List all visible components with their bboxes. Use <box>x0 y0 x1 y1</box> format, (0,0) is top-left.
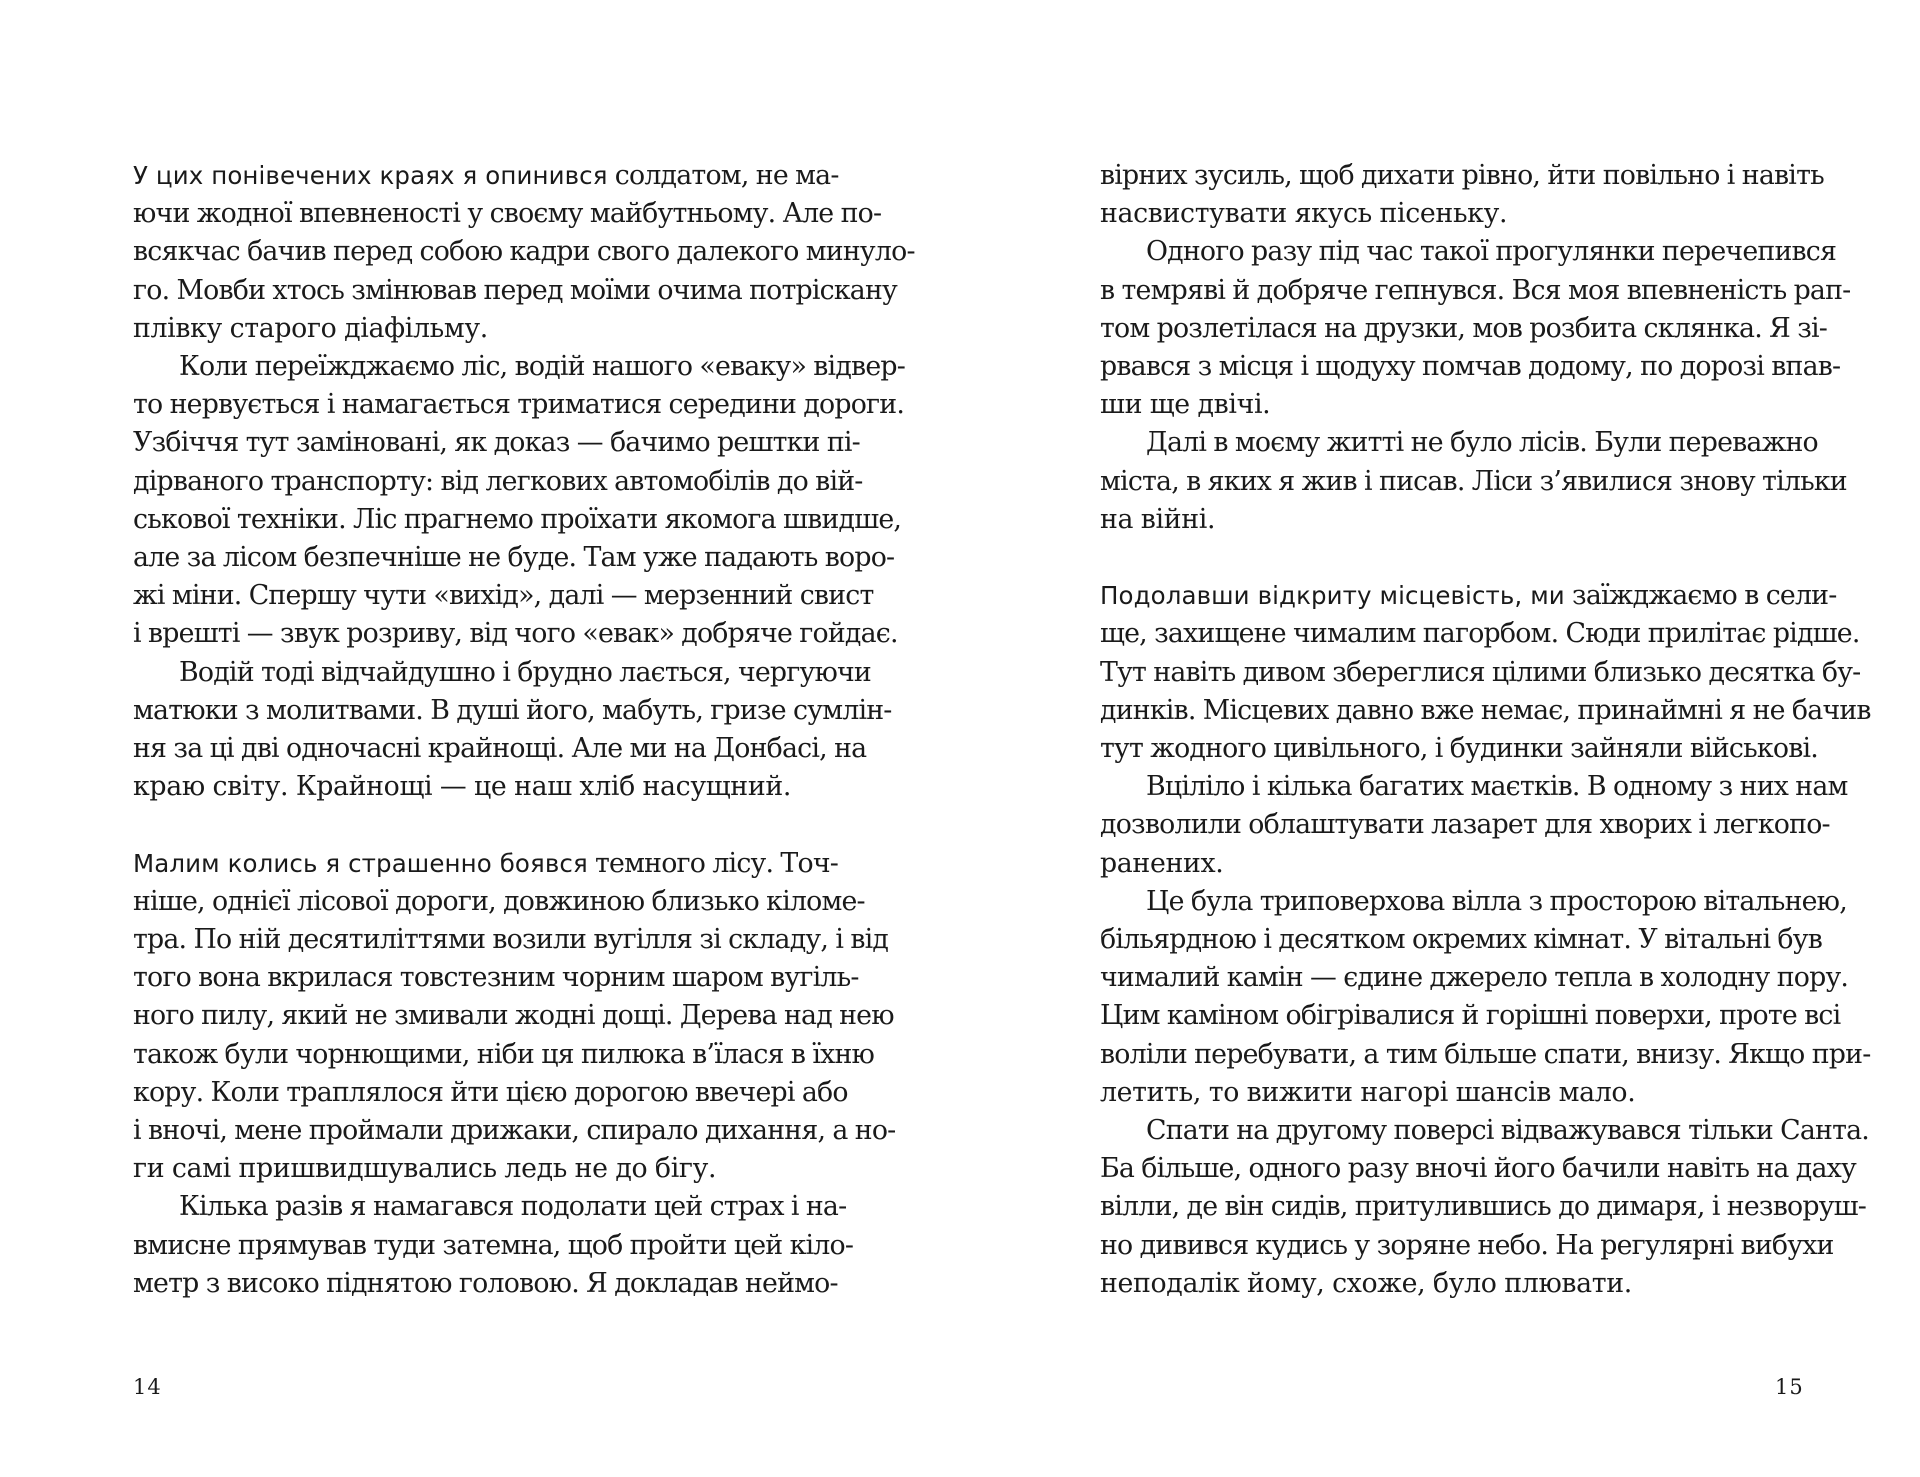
text-line: більярдною і десятком окремих кімнат. У вітальні був <box>1100 924 1823 956</box>
text-line: Ба більше, одного разу вночі його бачили навіть на даху <box>1100 1153 1856 1185</box>
text-line: ранених. <box>1100 847 1224 879</box>
text-line: ги самі пришвидшувались ледь не до бігу. <box>133 1153 717 1185</box>
text-line: У цих понівечених краях я опинився солдатом, не ма- <box>133 160 839 191</box>
text-line: дірваного транспорту: від легкових автомобілів до вій- <box>133 465 863 497</box>
text-line: неподалік йому, схоже, було плювати. <box>1100 1267 1632 1299</box>
text-line: в темряві й добряче гепнувся. Вся моя впевненість рап- <box>1100 274 1851 306</box>
page-number: 14 <box>133 1375 162 1399</box>
text-line: і вночі, мене проймали дрижаки, спирало дихання, а но- <box>133 1115 896 1147</box>
text-line: Подолавши відкриту місцевість, ми заїжджаємо в сели- <box>1100 580 1837 612</box>
text-line: ши ще двічі. <box>1100 389 1271 421</box>
text-line: чималий камін — єдине джерело тепла в холодну пору. <box>1100 962 1849 994</box>
text-line: насвистувати якусь пісеньку. <box>1100 198 1508 230</box>
text-line: летить, то вижити нагорі шансів мало. <box>1100 1076 1636 1108</box>
text-line: Одного разу під час такої прогулянки перечепився <box>1146 236 1837 268</box>
text-line: ще, захищене чималим пагорбом. Сюди прилітає рідше. <box>1100 618 1860 650</box>
text-line: вірних зусиль, щоб дихати рівно, йти повільно і навіть <box>1100 160 1824 191</box>
text-line: дозволили облаштувати лазарет для хворих і легкопо- <box>1100 809 1830 841</box>
text-line: ськової техніки. Ліс прагнемо проїхати якомога швидше, <box>133 503 902 535</box>
text-line: динків. Місцевих давно вже немає, принаймні я не бачив <box>1100 694 1871 726</box>
text-line: але за лісом безпечніше не буде. Там уже падають воро- <box>133 542 895 574</box>
text-line: том розлетілася на друзки, мов розбита склянка. Я зі- <box>1100 312 1828 344</box>
text-line: Малим колись я страшенно боявся темного лісу. Точ- <box>133 847 839 879</box>
text-line: всякчас бачив перед собою кадри свого далекого минуло- <box>133 236 915 268</box>
text-line: Водій тоді відчайдушно і брудно лається, чергуючи <box>179 656 871 688</box>
text-line: Далі в моєму житті не було лісів. Були переважно <box>1146 427 1818 459</box>
right-page-text <box>1100 157 1871 1303</box>
text-line: ня за ці дві одночасні крайнощі. Але ми на Донбасі, на <box>133 733 867 765</box>
section-lead-in: Малим колись я страшенно боявся <box>133 848 588 878</box>
text-line: ючи жодної впевненості у своєму майбутньому. Але по- <box>133 198 882 230</box>
text-line: рвався з місця і щодуху помчав додому, по дорозі впав- <box>1100 351 1841 383</box>
text-line: і врешті — звук розриву, від чого «евак» добряче гойдає. <box>133 618 898 650</box>
text-line: міста, в яких я жив і писав. Ліси з’явилися знову тільки <box>1100 465 1847 497</box>
text-line: Вціліло і кілька багатих маєтків. В одному з них нам <box>1146 771 1848 803</box>
text-line: то нервується і намагається триматися середини дороги. <box>133 389 905 421</box>
text-line: також були чорнющими, ніби ця пилюка в’їлася в їхню <box>133 1038 875 1070</box>
text-line: Коли переїжджаємо ліс, водій нашого «еваку» відвер- <box>179 351 905 383</box>
text-line: воліли перебувати, а тим більше спати, внизу. Якщо при- <box>1100 1038 1871 1070</box>
text-line: вмисне прямував туди затемна, щоб пройти цей кіло- <box>133 1229 854 1261</box>
right-page <box>960 0 1920 1477</box>
section-break <box>133 806 835 844</box>
text-line: метр з високо піднятою головою. Я докладав неймо- <box>133 1267 838 1299</box>
text-line: кору. Коли траплялося йти цією дорогою ввечері або <box>133 1076 848 1108</box>
text-line: жі міни. Спершу чути «вихід», далі — мерзенний свист <box>133 580 874 612</box>
text-line: Узбіччя тут заміновані, як доказ — бачимо рештки пі- <box>133 427 860 459</box>
section-lead-in: У цих понівечених краях я опинився <box>133 161 608 190</box>
text-line: Кілька разів я намагався подолати цей страх і на- <box>179 1191 847 1223</box>
text-line: плівку старого діафільму. <box>133 312 488 344</box>
text-line: тра. По ній десятиліттями возили вугілля зі складу, і від <box>133 924 889 956</box>
text-line: го. Мовби хтось змінював перед моїми очима потріскану <box>133 274 898 306</box>
text-line: на війні. <box>1100 503 1216 535</box>
text-line: Спати на другому поверсі відважувався тільки Санта. <box>1146 1115 1870 1147</box>
section-lead-in: Подолавши відкриту місцевість, ми <box>1100 581 1565 611</box>
text-line: Це була триповерхова вілла з просторою вітальнею, <box>1146 885 1847 917</box>
text-line: Цим каміном обігрівалися й горішні поверхи, проте всі <box>1100 1000 1841 1032</box>
text-line: тут жодного цивільного, і будинки зайняли військові. <box>1100 733 1818 765</box>
left-page-text <box>133 157 915 1303</box>
section-break <box>1100 539 1802 577</box>
text-line: но дивився кудись у зоряне небо. На регулярні вибухи <box>1100 1229 1834 1261</box>
page-number: 15 <box>1775 1375 1804 1399</box>
text-line: того вона вкрилася товстезним чорним шаром вугіль- <box>133 962 859 994</box>
text-line: Тут навіть дивом збереглися цілими близько десятка бу- <box>1100 656 1861 688</box>
text-line: ного пилу, який не змивали жодні дощі. Дерева над нею <box>133 1000 894 1032</box>
text-line: краю світу. Крайнощі — це наш хліб насущний. <box>133 771 792 803</box>
text-line: матюки з молитвами. В душі його, мабуть, гризе сумлін- <box>133 694 892 726</box>
text-line: вілли, де він сидів, притулившись до димаря, і незворуш- <box>1100 1191 1867 1223</box>
text-line: ніше, однієї лісової дороги, довжиною близько кіломе- <box>133 885 865 917</box>
